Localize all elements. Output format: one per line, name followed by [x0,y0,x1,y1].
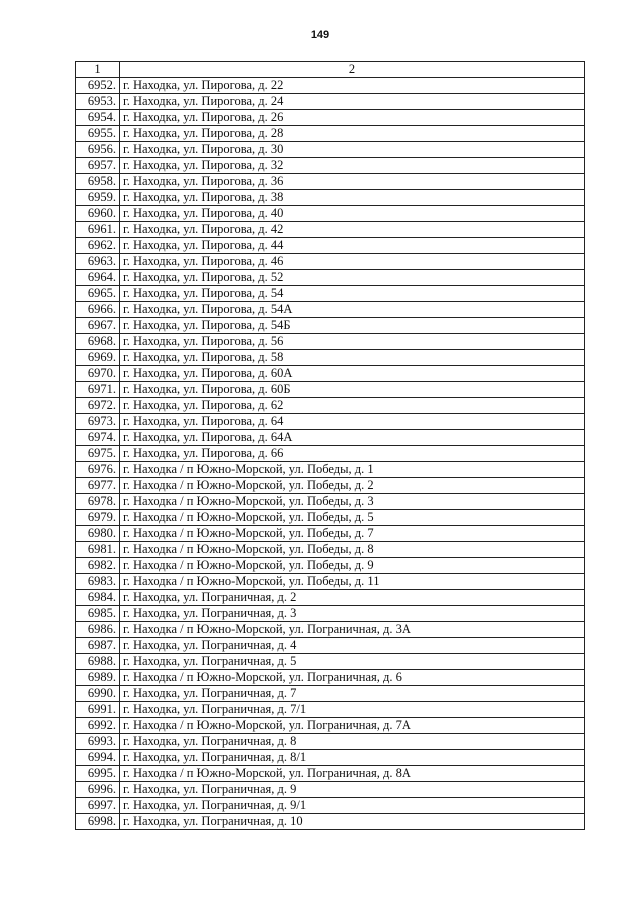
row-number-cell: 6994. [76,750,120,766]
address-cell: г. Находка / п Южно-Морской, ул. Победы, д. 9 [120,558,585,574]
row-number-cell: 6961. [76,222,120,238]
row-number-cell: 6981. [76,542,120,558]
table-row [76,638,585,654]
row-number-cell: 6982. [76,558,120,574]
address-cell: г. Находка, ул. Пирогова, д. 22 [120,78,585,94]
address-cell: г. Находка, ул. Пирогова, д. 62 [120,398,585,414]
address-cell: г. Находка / п Южно-Морской, ул. Победы, д. 7 [120,526,585,542]
table-row [76,670,585,686]
address-cell: г. Находка / п Южно-Морской, ул. Победы, д. 8 [120,542,585,558]
row-number-cell: 6991. [76,702,120,718]
table-row [76,158,585,174]
row-number-cell: 6963. [76,254,120,270]
table-row [76,142,585,158]
address-cell: г. Находка, ул. Пограничная, д. 3 [120,606,585,622]
address-cell: г. Находка, ул. Пирогова, д. 26 [120,110,585,126]
table-row [76,430,585,446]
table-row [76,622,585,638]
row-number-cell: 6985. [76,606,120,622]
row-number-cell: 6995. [76,766,120,782]
row-number-cell: 6996. [76,782,120,798]
address-cell: г. Находка, ул. Пирогова, д. 54 [120,286,585,302]
row-number-cell: 6973. [76,414,120,430]
table-row [76,302,585,318]
row-number-cell: 6958. [76,174,120,190]
table-row [76,366,585,382]
table-body [76,78,585,830]
table-row [76,254,585,270]
address-cell: г. Находка / п Южно-Морской, ул. Пограничная, д. 3А [120,622,585,638]
row-number-cell: 6965. [76,286,120,302]
table-row [76,590,585,606]
table-row [76,574,585,590]
table-row [76,494,585,510]
address-cell: г. Находка / п Южно-Морской, ул. Победы, д. 2 [120,478,585,494]
row-number-cell: 6956. [76,142,120,158]
row-number-cell: 6952. [76,78,120,94]
row-number-cell: 6990. [76,686,120,702]
address-cell: г. Находка, ул. Пограничная, д. 4 [120,638,585,654]
row-number-cell: 6969. [76,350,120,366]
column-header-number: 1 [76,62,120,78]
row-number-cell: 6997. [76,798,120,814]
table-row [76,446,585,462]
address-cell: г. Находка, ул. Пограничная, д. 5 [120,654,585,670]
table-row [76,126,585,142]
address-cell: г. Находка, ул. Пирогова, д. 24 [120,94,585,110]
table-row [76,110,585,126]
row-number-cell: 6970. [76,366,120,382]
table-row [76,558,585,574]
table-row [76,510,585,526]
address-cell: г. Находка, ул. Пограничная, д. 8/1 [120,750,585,766]
page-number: 149 [310,29,330,41]
address-cell: г. Находка, ул. Пирогова, д. 36 [120,174,585,190]
address-cell: г. Находка, ул. Пограничная, д. 9/1 [120,798,585,814]
row-number-cell: 6993. [76,734,120,750]
row-number-cell: 6972. [76,398,120,414]
address-cell: г. Находка, ул. Пирогова, д. 44 [120,238,585,254]
table-row [76,542,585,558]
address-cell: г. Находка / п Южно-Морской, ул. Пограничная, д. 8А [120,766,585,782]
table-row [76,462,585,478]
address-cell: г. Находка, ул. Пирогова, д. 46 [120,254,585,270]
table-row [76,718,585,734]
address-cell: г. Находка, ул. Пирогова, д. 66 [120,446,585,462]
row-number-cell: 6984. [76,590,120,606]
address-cell: г. Находка / п Южно-Морской, ул. Победы, д. 5 [120,510,585,526]
address-cell: г. Находка, ул. Пирогова, д. 30 [120,142,585,158]
table-row [76,686,585,702]
row-number-cell: 6968. [76,334,120,350]
address-cell: г. Находка, ул. Пограничная, д. 7 [120,686,585,702]
row-number-cell: 6966. [76,302,120,318]
address-cell: г. Находка, ул. Пирогова, д. 60Б [120,382,585,398]
row-number-cell: 6986. [76,622,120,638]
table-row [76,238,585,254]
address-cell: г. Находка, ул. Пирогова, д. 38 [120,190,585,206]
row-number-cell: 6971. [76,382,120,398]
address-cell: г. Находка, ул. Пограничная, д. 2 [120,590,585,606]
address-cell: г. Находка, ул. Пирогова, д. 54Б [120,318,585,334]
address-cell: г. Находка, ул. Пирогова, д. 52 [120,270,585,286]
row-number-cell: 6954. [76,110,120,126]
table-row [76,382,585,398]
address-cell: г. Находка, ул. Пирогова, д. 54А [120,302,585,318]
row-number-cell: 6953. [76,94,120,110]
row-number-cell: 6977. [76,478,120,494]
row-number-cell: 6975. [76,446,120,462]
table-row [76,78,585,94]
row-number-cell: 6960. [76,206,120,222]
table-row [76,702,585,718]
table-row [76,798,585,814]
table-row [76,398,585,414]
row-number-cell: 6955. [76,126,120,142]
table-row [76,318,585,334]
table-row [76,334,585,350]
address-cell: г. Находка / п Южно-Морской, ул. Победы, д. 3 [120,494,585,510]
address-cell: г. Находка, ул. Пограничная, д. 9 [120,782,585,798]
table-header-row [76,62,585,78]
table-row [76,286,585,302]
address-cell: г. Находка, ул. Пирогова, д. 42 [120,222,585,238]
table-row [76,222,585,238]
address-cell: г. Находка / п Южно-Морской, ул. Пограничная, д. 7А [120,718,585,734]
table-row [76,606,585,622]
row-number-cell: 6979. [76,510,120,526]
address-cell: г. Находка, ул. Пирогова, д. 58 [120,350,585,366]
table-row [76,414,585,430]
address-cell: г. Находка / п Южно-Морской, ул. Пограничная, д. 6 [120,670,585,686]
row-number-cell: 6967. [76,318,120,334]
row-number-cell: 6998. [76,814,120,830]
table-row [76,734,585,750]
column-header-address: 2 [120,62,585,78]
row-number-cell: 6988. [76,654,120,670]
table-row [76,270,585,286]
table-row [76,350,585,366]
address-cell: г. Находка / п Южно-Морской, ул. Победы, д. 11 [120,574,585,590]
table-row [76,526,585,542]
row-number-cell: 6978. [76,494,120,510]
row-number-cell: 6962. [76,238,120,254]
address-cell: г. Находка / п Южно-Морской, ул. Победы, д. 1 [120,462,585,478]
table-row [76,750,585,766]
row-number-cell: 6974. [76,430,120,446]
table-row [76,478,585,494]
address-cell: г. Находка, ул. Пирогова, д. 64А [120,430,585,446]
address-cell: г. Находка, ул. Пирогова, д. 64 [120,414,585,430]
row-number-cell: 6964. [76,270,120,286]
row-number-cell: 6957. [76,158,120,174]
row-number-cell: 6987. [76,638,120,654]
row-number-cell: 6976. [76,462,120,478]
address-cell: г. Находка, ул. Пограничная, д. 8 [120,734,585,750]
address-cell: г. Находка, ул. Пограничная, д. 7/1 [120,702,585,718]
address-cell: г. Находка, ул. Пирогова, д. 32 [120,158,585,174]
table-row [76,782,585,798]
table-row [76,766,585,782]
table-row [76,174,585,190]
address-cell: г. Находка, ул. Пирогова, д. 28 [120,126,585,142]
row-number-cell: 6992. [76,718,120,734]
table-row [76,94,585,110]
table-row [76,206,585,222]
address-cell: г. Находка, ул. Пограничная, д. 10 [120,814,585,830]
address-cell: г. Находка, ул. Пирогова, д. 56 [120,334,585,350]
table-row [76,814,585,830]
row-number-cell: 6983. [76,574,120,590]
row-number-cell: 6980. [76,526,120,542]
table-row [76,654,585,670]
row-number-cell: 6989. [76,670,120,686]
address-table [75,61,585,830]
row-number-cell: 6959. [76,190,120,206]
address-cell: г. Находка, ул. Пирогова, д. 40 [120,206,585,222]
address-cell: г. Находка, ул. Пирогова, д. 60А [120,366,585,382]
table-row [76,190,585,206]
